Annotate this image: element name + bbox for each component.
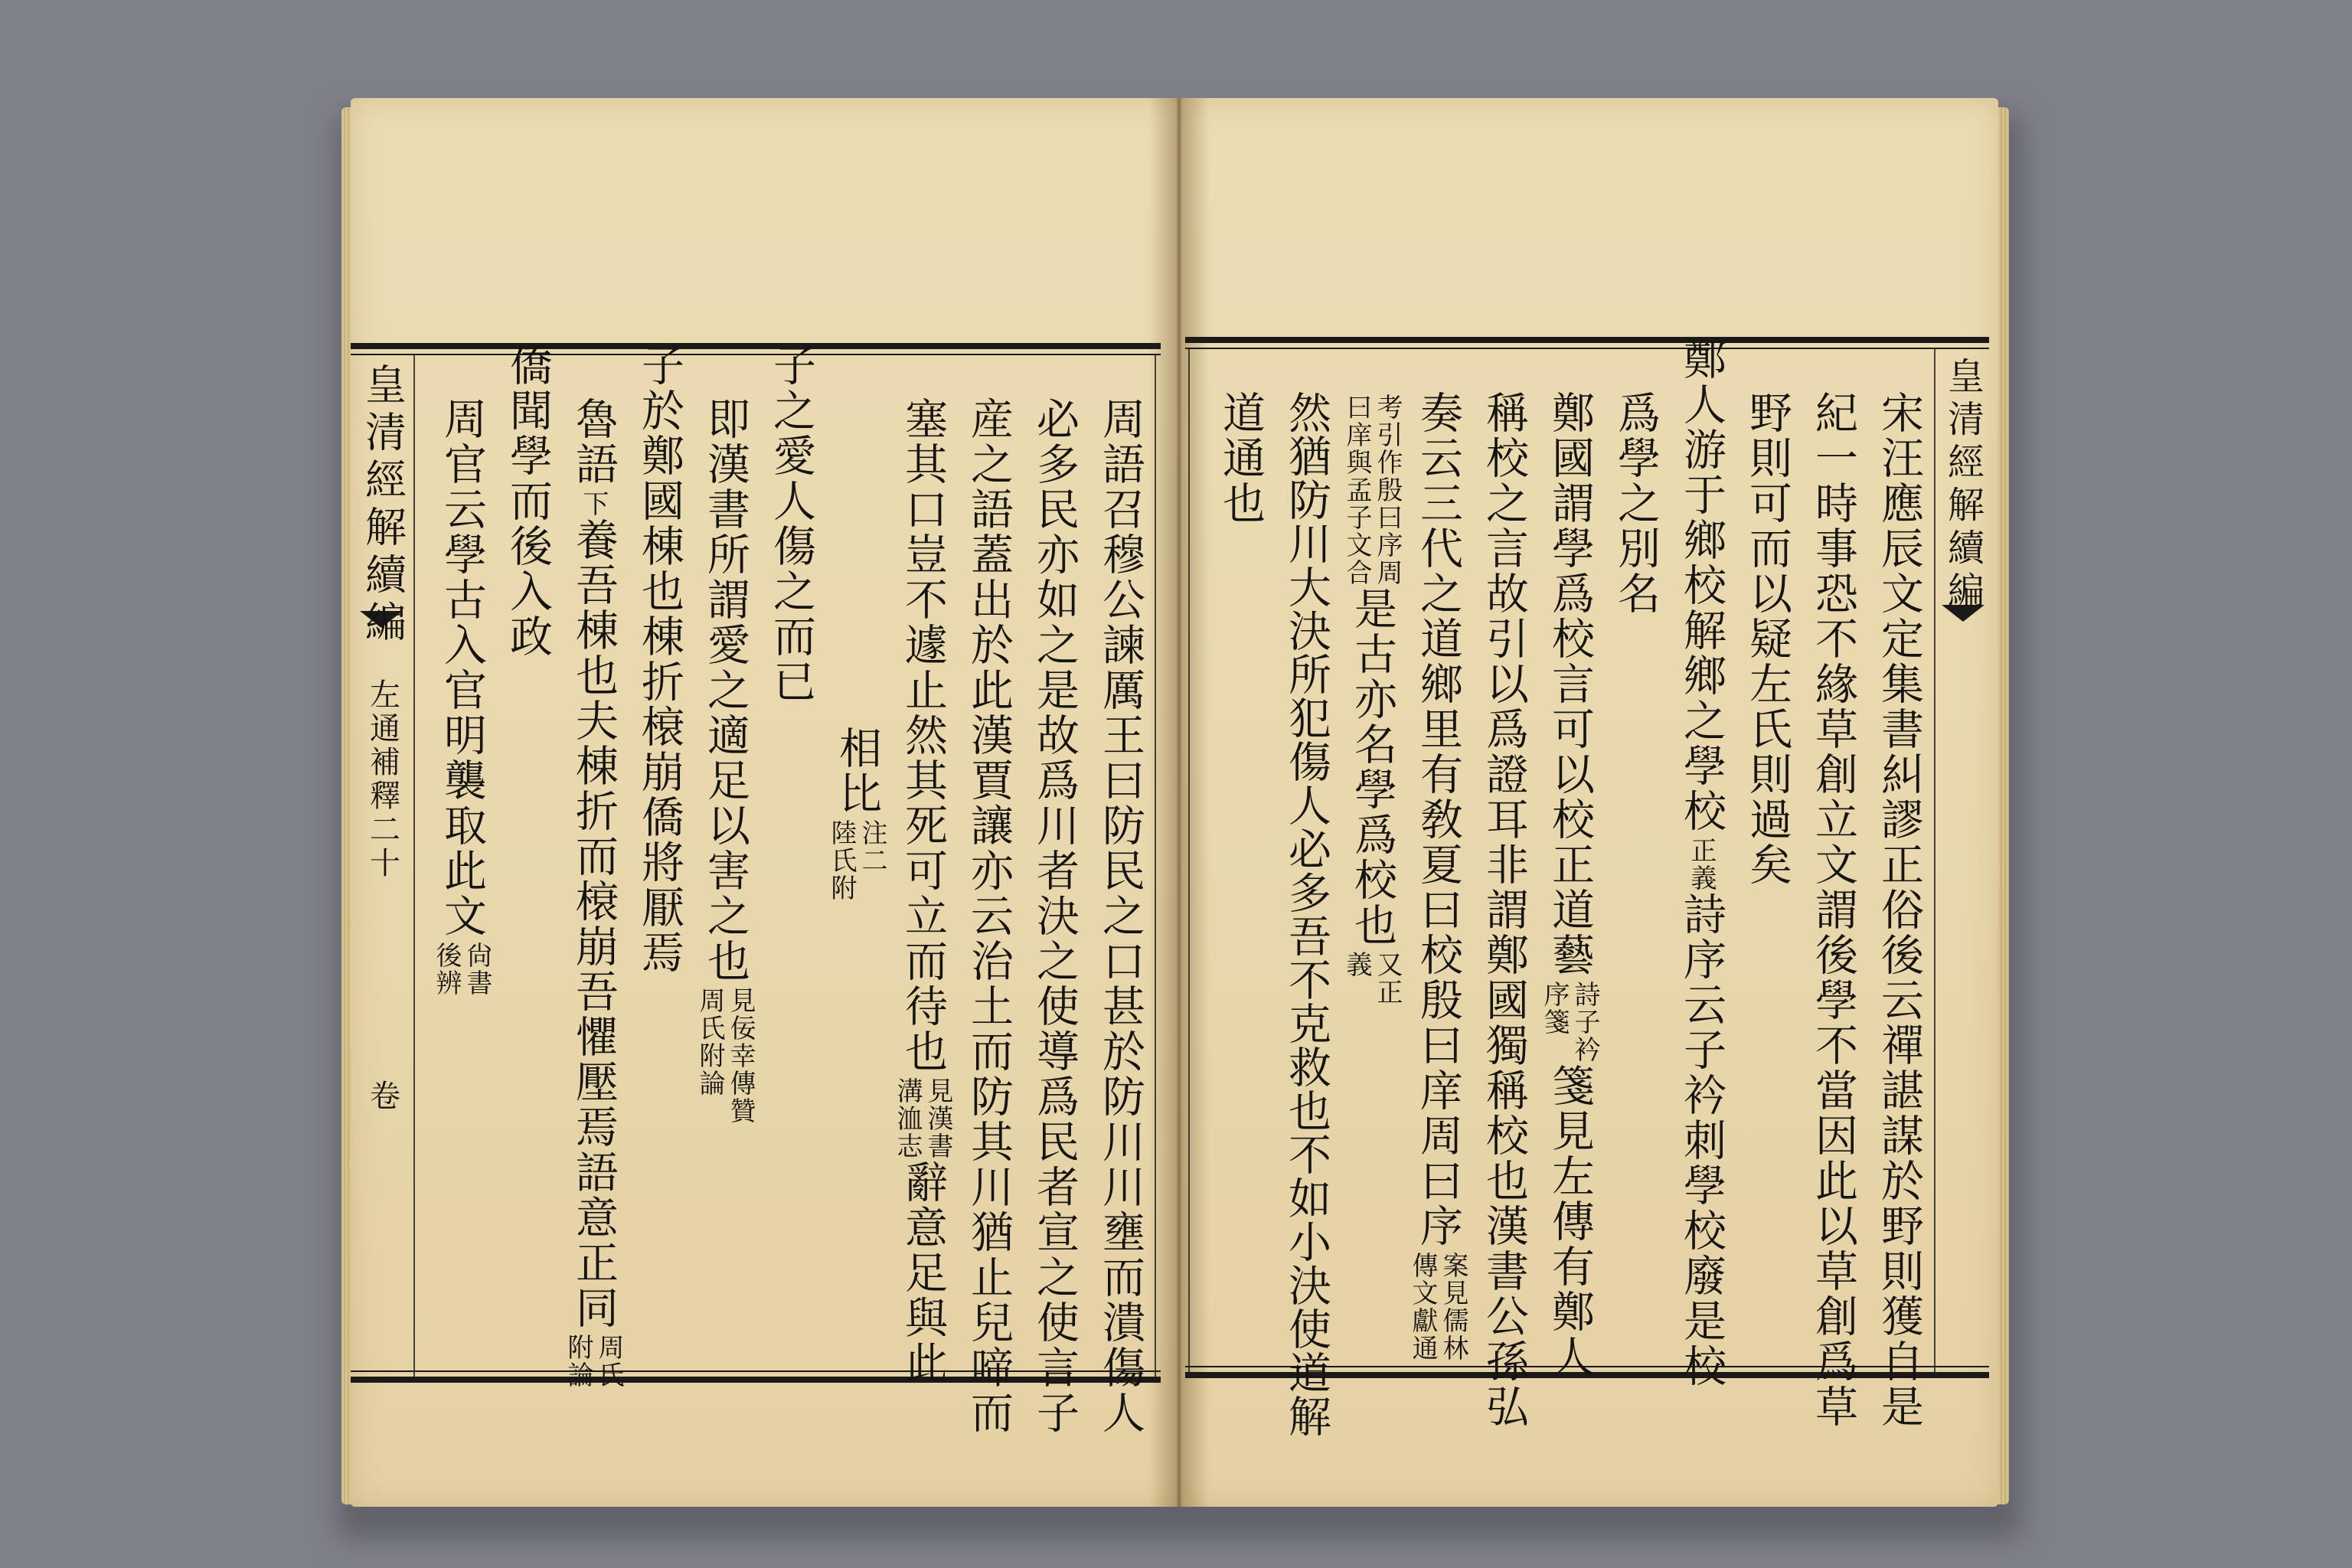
column-text: 子於鄭國棟也棟折榱崩僑將厭焉 xyxy=(635,343,684,975)
text-column xyxy=(564,397,622,1389)
text-column xyxy=(696,397,754,1125)
inline-note xyxy=(565,1334,622,1389)
inline-note xyxy=(828,819,885,902)
inline-note xyxy=(1407,1252,1468,1362)
text-column xyxy=(1025,397,1083,1436)
text-column xyxy=(1409,390,1467,1362)
margin-column xyxy=(358,363,407,1113)
note-line: 附論 xyxy=(563,1334,593,1389)
column-text: 即漢書所謂愛之適足以害之也 xyxy=(701,397,750,984)
text-column xyxy=(1870,390,1928,1429)
margin-line xyxy=(413,355,415,1377)
text-column xyxy=(1277,390,1335,1438)
column-text-continued: 箋見左傳有鄭人 xyxy=(1545,1063,1595,1380)
column-text: 野則可而以疑左氏則過矣 xyxy=(1743,390,1792,887)
margin-line xyxy=(1934,349,1936,1372)
column-text-continued: 養吾棟也夫棟折而榱崩吾懼壓焉語意正同 xyxy=(569,518,619,1331)
inline-note xyxy=(433,942,490,997)
column-text: 周官云學古入官明襲取此文 xyxy=(437,397,487,939)
column-text: 相比 xyxy=(832,726,882,816)
column-text-continued: 辭意足與此 xyxy=(898,1160,948,1386)
left-page-frame xyxy=(351,343,1170,1436)
margin-title: 皇清經解續編 xyxy=(358,363,407,648)
column-text: 僑聞學而後入政 xyxy=(503,343,553,659)
column-text: 稱校之言故引以爲證耳非謂鄭國獨稱校也漢書公孫弘 xyxy=(1479,390,1529,1429)
column-text: 道通也 xyxy=(1216,390,1266,526)
note-line: 周氏附論 xyxy=(694,987,725,1097)
text-column xyxy=(828,397,886,902)
note-line: 溝洫志 xyxy=(892,1077,923,1160)
note-line: 注二 xyxy=(857,819,887,874)
column-text: 紀一時事恐不緣草創立文謂後學不當因此以草創爲草 xyxy=(1808,390,1858,1429)
column-text: 周語召穆公諫厲王曰防民之口甚於防川川壅而潰傷人 xyxy=(1096,397,1145,1436)
text-column xyxy=(959,397,1018,1436)
column-text: 然猶防川大決所犯傷人必多吾不克救也不如小決使道解 xyxy=(1282,390,1331,1438)
top-border xyxy=(1185,337,1989,343)
note-line: 詩子衿 xyxy=(1570,981,1600,1063)
outer-line xyxy=(1188,349,1190,1372)
margin-tail: 卷 xyxy=(364,1080,400,1113)
text-column xyxy=(1540,390,1599,1380)
note-line: 周氏 xyxy=(593,1334,624,1389)
column-text-continued: 詩序云子衿刺學校廢是校 xyxy=(1677,892,1726,1389)
inline-note xyxy=(1341,394,1403,586)
note-line: 考引作殷曰序周 xyxy=(1372,394,1403,586)
note-line: 曰庠與孟子文合 xyxy=(1341,394,1372,586)
text-column xyxy=(893,397,952,1386)
column-text: 爲學之別名 xyxy=(1611,390,1661,616)
column-text: 鄭人游于鄉校解鄉之學校 xyxy=(1677,337,1726,834)
column-text-continued: 是古亦名學爲校也 xyxy=(1348,586,1397,948)
margin-title: 皇清經解續編 xyxy=(1941,357,1984,614)
note-line: 正義 xyxy=(1686,837,1717,892)
note-line: 見佞幸傳贊 xyxy=(725,987,756,1125)
note-line: 後辨 xyxy=(431,942,462,997)
note-line: 序箋 xyxy=(1539,981,1570,1036)
column-text: 魯語 xyxy=(569,397,619,487)
inline-note xyxy=(694,987,756,1125)
inline-note xyxy=(894,1077,951,1160)
column-text: 産之語蓋出於此漢賈讓亦云治土而防其川猶止兒啼而 xyxy=(964,397,1014,1436)
text-column xyxy=(498,343,557,659)
text-column xyxy=(433,397,491,997)
text-column xyxy=(1672,337,1730,1389)
note-line: 下 xyxy=(578,490,609,518)
note-line: 義 xyxy=(1341,951,1372,978)
top-border xyxy=(351,343,1161,349)
text-column xyxy=(1091,397,1149,1436)
text-column xyxy=(1606,390,1664,616)
column-text: 塞其口豈不遽止然其死可立而待也 xyxy=(898,397,948,1074)
note-line: 見漢書 xyxy=(923,1077,953,1160)
margin-column xyxy=(1940,357,1986,614)
right-page-frame xyxy=(1185,337,1998,1438)
text-column xyxy=(1738,390,1796,887)
text-column xyxy=(762,343,820,704)
note-line: 傳文獻通 xyxy=(1407,1252,1438,1362)
note-line: 尙書 xyxy=(462,942,492,997)
column-text: 奏云三代之道鄉里有敎夏曰校殷曰庠周曰序 xyxy=(1413,390,1463,1249)
text-column xyxy=(630,343,688,975)
text-column xyxy=(1211,390,1269,526)
column-text: 宋汪應辰文定集書糾謬正俗後云禪諶謀於野則獲自是 xyxy=(1874,390,1924,1429)
text-column xyxy=(1475,390,1533,1429)
note-line: 陸氏附 xyxy=(826,819,857,902)
inline-note xyxy=(1341,951,1403,1006)
column-text: 必多民亦如之是故爲川者決之使導爲民者宣之使言子 xyxy=(1030,397,1080,1436)
text-column xyxy=(1804,390,1862,1429)
outer-line xyxy=(1155,355,1156,1377)
column-text: 鄭國謂學爲校言可以校正道藝 xyxy=(1545,390,1595,978)
top-border-inner xyxy=(351,354,1161,355)
top-border-inner xyxy=(1185,348,1989,349)
inline-note xyxy=(1541,981,1598,1063)
inline-note xyxy=(1686,837,1717,892)
note-line: 又正 xyxy=(1372,951,1403,1006)
inline-note xyxy=(578,490,609,518)
note-line: 案見儒林 xyxy=(1438,1252,1468,1362)
margin-subtitle: 左通補釋二十 xyxy=(364,678,400,880)
column-text: 子之愛人傷之而已 xyxy=(766,343,816,704)
text-column xyxy=(1343,390,1401,1006)
